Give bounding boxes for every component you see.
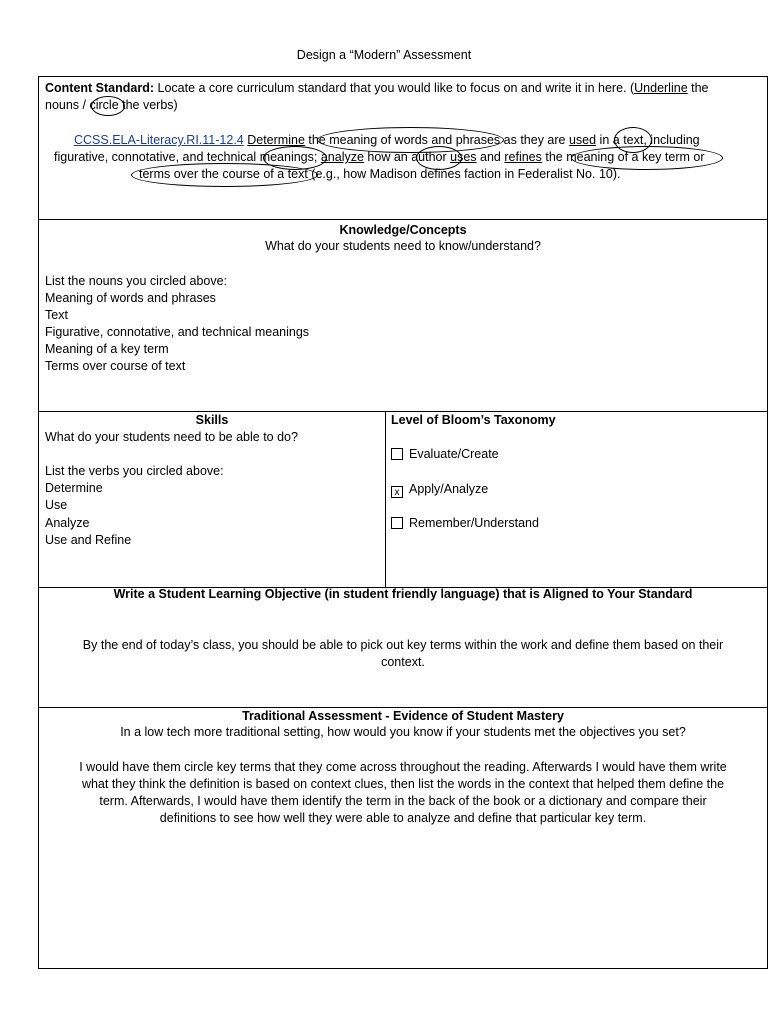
skills-heading: Skills	[195, 413, 229, 427]
checkbox[interactable]	[391, 517, 403, 529]
slo-section	[38, 587, 768, 708]
content-standard-section	[38, 76, 768, 220]
blooms-option-apply: x Apply/Analyze	[391, 481, 488, 498]
list-item: Analyze	[45, 516, 90, 530]
traditional-assessment-section	[38, 707, 768, 969]
blooms-option-evaluate: Evaluate/Create	[391, 446, 499, 463]
standard-line3: terms over the course of a text (e.g., how Madison defines faction in Federalist No. 10).	[139, 167, 621, 181]
checkbox[interactable]	[391, 448, 403, 460]
circle-annotation	[317, 127, 504, 153]
column-divider	[385, 412, 386, 587]
content-standard-prompt-line1: Content Standard: Locate a core curriculum standard that you would like to focus on and write it in here. (Underline the	[45, 81, 709, 95]
standard-link[interactable]: CCSS.ELA-Literacy.RI.11-12.4	[74, 133, 244, 147]
blooms-option-remember: Remember/Understand	[391, 515, 539, 532]
traditional-text-line: definitions to see how well they were able to analyze and define that particular key term.	[159, 811, 647, 825]
slo-text-line1: By the end of today’s class, you should be able to pick out key terms within the work and define them based on their	[82, 638, 724, 652]
knowledge-list-intro: List the nouns you circled above:	[45, 274, 228, 288]
list-item: Figurative, connotative, and technical meanings	[45, 325, 310, 339]
circle-annotation	[91, 96, 125, 116]
standard-line2: figurative, connotative, and technical meanings; analyze how an author uses and refines the meaning of a key term or	[54, 150, 705, 164]
circle-annotation	[571, 146, 723, 170]
knowledge-heading: Knowledge/Concepts	[339, 223, 467, 237]
list-item: Meaning of words and phrases	[45, 291, 216, 305]
circle-annotation	[131, 163, 318, 187]
skills-list-intro: List the verbs you circled above:	[45, 464, 224, 478]
document-title: Design a “Modern” Assessment	[296, 48, 472, 62]
knowledge-question: What do your students need to know/understand?	[265, 239, 541, 253]
slo-text-line2: context.	[381, 655, 425, 669]
content-standard-prompt-line2: nouns / circle the verbs)	[45, 98, 178, 112]
list-item: Meaning of a key term	[45, 342, 169, 356]
traditional-text-line: term. Afterwards, I would have them identify the term in the back of the book or a dictionary and compare their	[99, 794, 707, 808]
traditional-text-line: what they think the definition is based on context clues, then list the words in the context that helped them define the	[81, 777, 725, 791]
knowledge-section	[38, 219, 768, 412]
circle-annotation	[416, 146, 462, 170]
traditional-text-line: I would have them circle key terms that they come across throughout the reading. Afterwards I would have them write	[79, 760, 727, 774]
list-item: Determine	[45, 481, 103, 495]
slo-heading: Write a Student Learning Objective (in student friendly language) that is Aligned to Your Standard	[113, 587, 693, 601]
traditional-heading: Traditional Assessment - Evidence of Student Mastery	[242, 709, 564, 723]
checkbox[interactable]: x	[391, 486, 403, 498]
list-item: Use and Refine	[45, 533, 132, 547]
traditional-question: In a low tech more traditional setting, how would you know if your students met the objectives you set?	[120, 725, 686, 739]
skills-blooms-section	[38, 411, 768, 588]
blooms-heading: Level of Bloom’s Taxonomy	[391, 413, 556, 427]
list-item: Use	[45, 498, 68, 512]
skills-question: What do your students need to be able to do?	[45, 430, 298, 444]
list-item: Text	[45, 308, 68, 322]
standard-line1: CCSS.ELA-Literacy.RI.11-12.4 Determine the meaning of words and phrases as they are used in a text, including	[74, 133, 700, 147]
list-item: Terms over course of text	[45, 359, 186, 373]
